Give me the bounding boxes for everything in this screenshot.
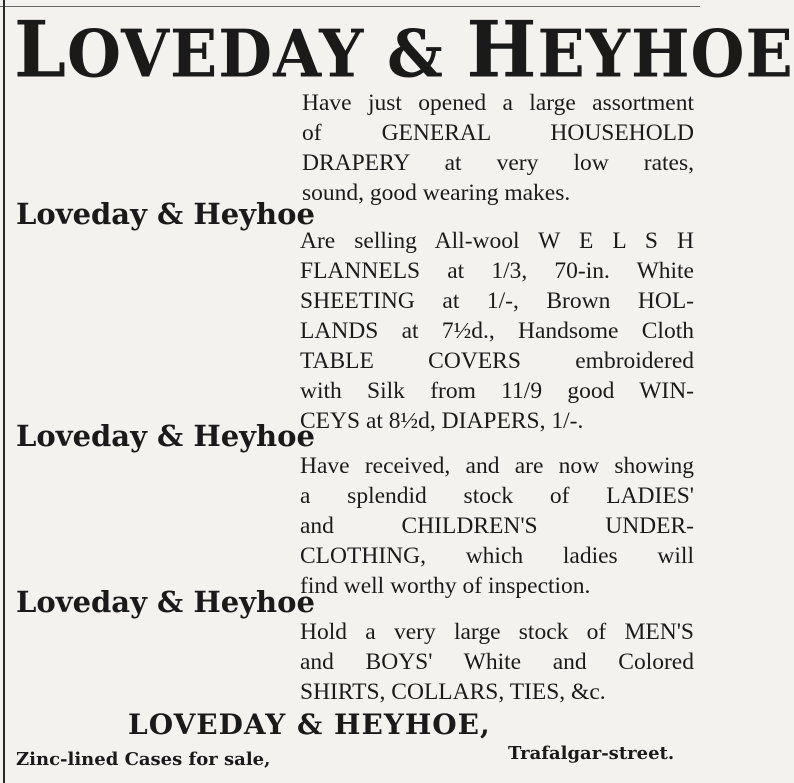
body-line: SHEETING at 1/-, Brown HOL-	[300, 288, 694, 314]
section-3-heading: Loveday & Heyhoe	[16, 419, 315, 453]
top-rule	[0, 6, 700, 7]
masthead-cap-l: L	[14, 4, 68, 96]
body-line: TABLE COVERS embroidered	[300, 348, 694, 374]
section-4-body	[300, 617, 694, 707]
body-line: sound, good wearing makes.	[302, 180, 571, 206]
body-line: DRAPERY at very low rates,	[302, 150, 694, 176]
body-line: SHIRTS, COLLARS, TIES, &c.	[300, 679, 606, 705]
section-2-body	[300, 226, 694, 436]
body-line: with Silk from 11/9 good WIN-	[300, 378, 694, 404]
left-column-rule	[3, 0, 5, 783]
masthead-word-2: EYHOE	[537, 15, 794, 93]
section-2-heading: Loveday & Heyhoe	[16, 197, 315, 231]
body-line: a splendid stock of LADIES'	[300, 483, 694, 509]
body-line: FLANNELS at 1/3, 70-in. White	[300, 258, 694, 284]
body-line: find well worthy of inspection.	[300, 573, 591, 599]
body-line: Have received, and are now showing	[300, 453, 694, 479]
body-line: and CHILDREN'S UNDER-	[300, 513, 694, 539]
section-3-body	[300, 451, 694, 601]
section-4-heading: Loveday & Heyhoe	[16, 585, 315, 619]
body-line: CLOTHING, which ladies will	[300, 543, 694, 569]
body-line: Have just opened a large assortment	[302, 90, 694, 116]
masthead-ampersand: &	[386, 15, 444, 93]
body-line: LANDS at 7½d., Handsome Cloth	[300, 318, 694, 344]
footer-cases-note: Zinc-lined Cases for sale,	[16, 749, 271, 770]
body-line: Are selling All-wool W E L S H	[300, 228, 694, 254]
body-line: of GENERAL HOUSEHOLD	[302, 120, 694, 146]
body-line: Hold a very large stock of MEN'S	[300, 619, 694, 645]
masthead-cap-h: H	[466, 4, 538, 96]
body-line: CEYS at 8½d, DIAPERS, 1/-.	[300, 408, 584, 434]
footer-address: Trafalgar-street.	[508, 743, 675, 764]
masthead-title	[14, 4, 794, 96]
footer-firm-name: LOVEDAY & HEYHOE,	[128, 708, 491, 741]
section-1-body	[302, 88, 694, 208]
masthead-word-1: OVEDAY	[67, 15, 365, 93]
body-line: and BOYS' White and Colored	[300, 649, 694, 675]
